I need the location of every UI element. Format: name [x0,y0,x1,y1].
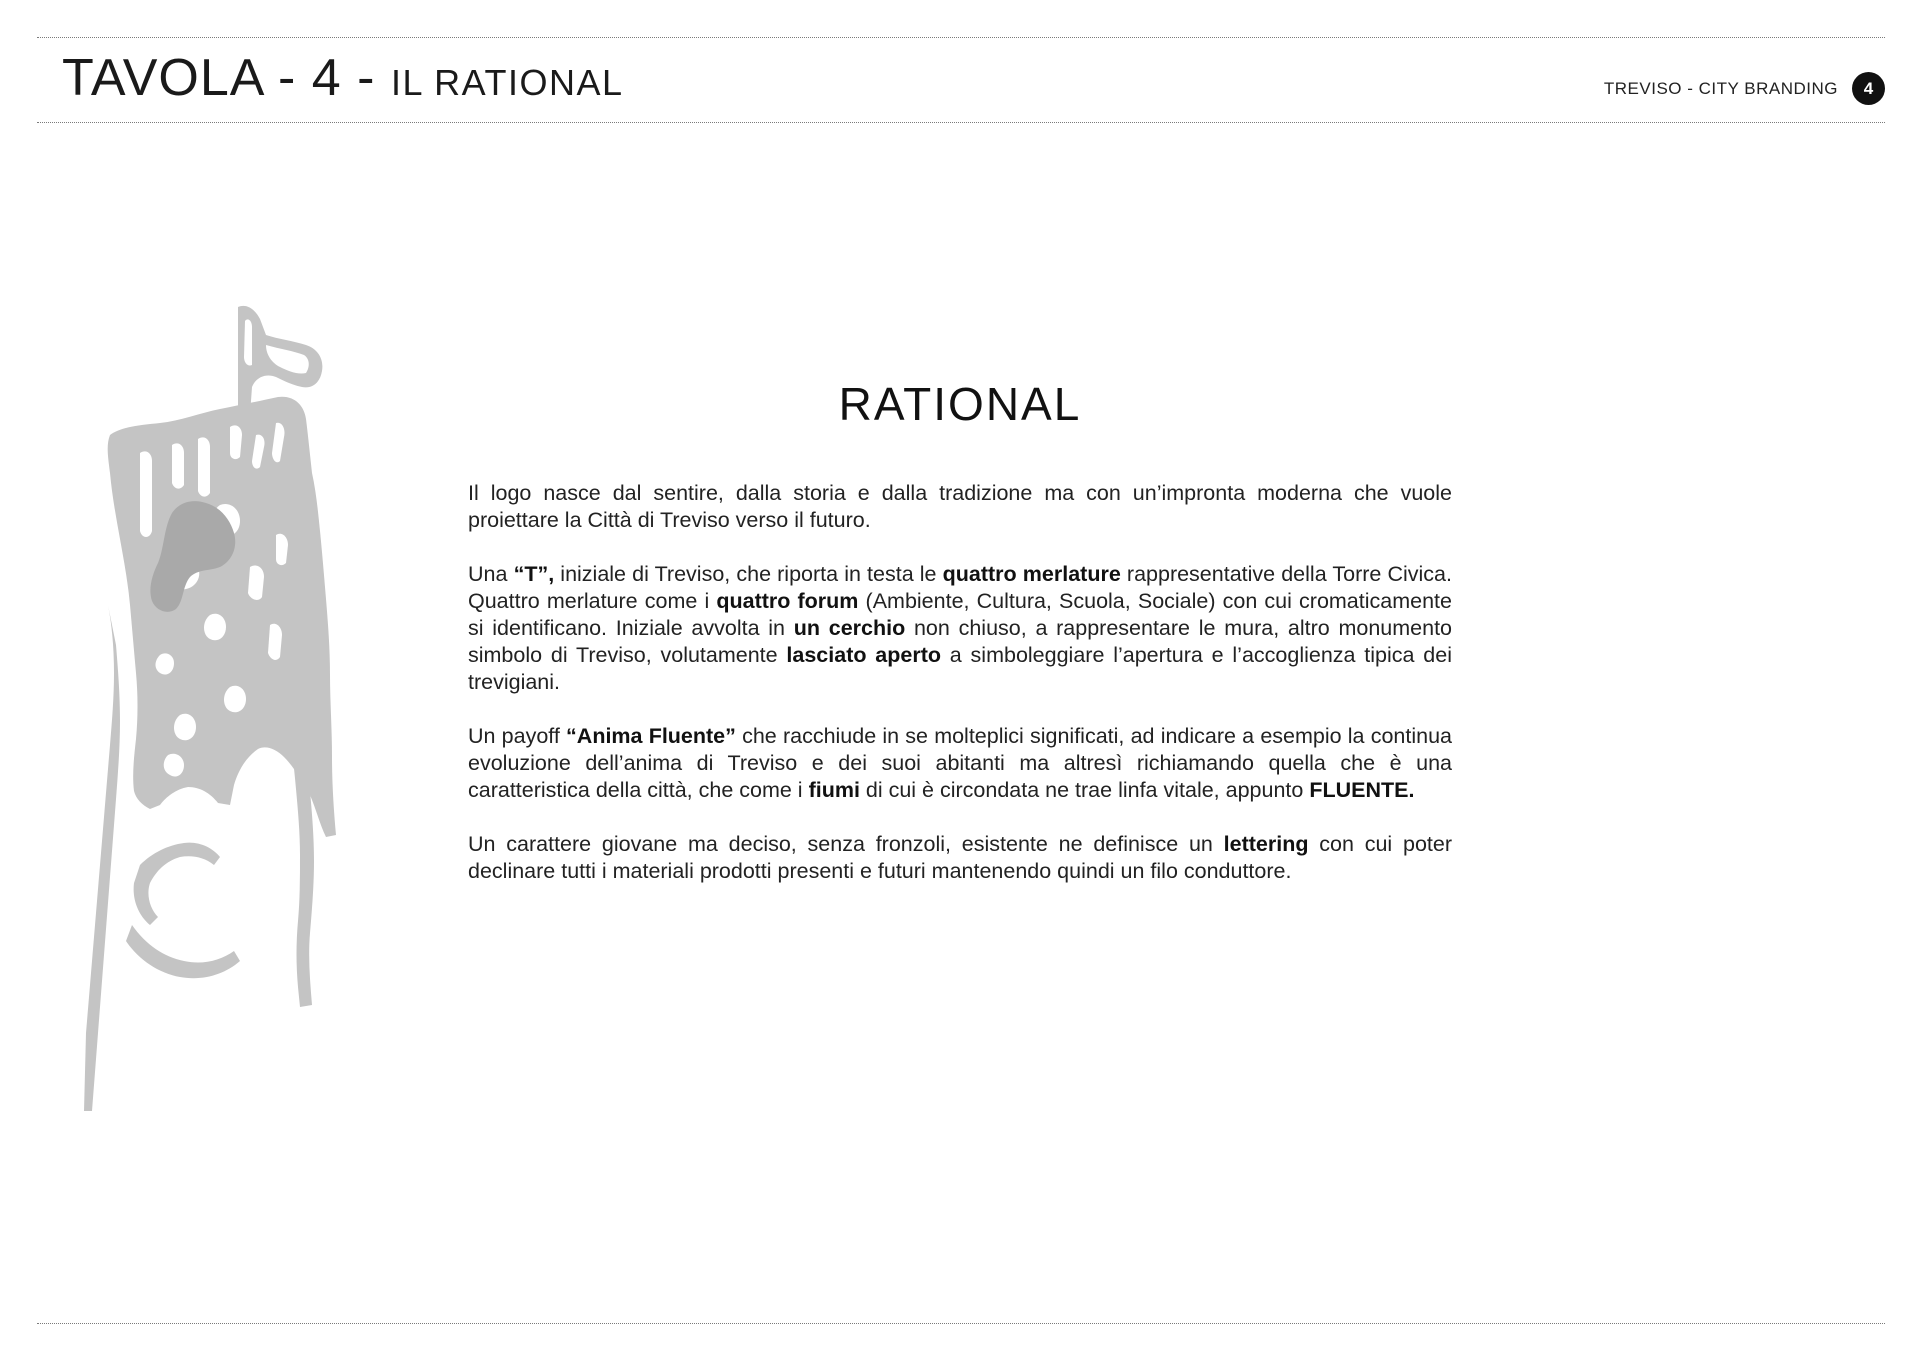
paragraph [468,831,1452,885]
paragraph-text: di cui è circondata ne trae linfa vitale, appunto [859,778,1310,802]
footer-rule [37,1323,1885,1324]
emphasis-text: “Anima Fluente” [566,724,736,748]
header-brand-area [1604,72,1885,105]
paragraph-text: a simboleggiare l’apertura e l’accoglienza tipica dei trevigiani. [468,643,1452,694]
rational-content [468,376,1452,912]
paragraph-text: Un carattere giovane ma deciso, senza fronzoli, esistente ne definisce un [468,832,1224,856]
rational-paragraphs [468,480,1452,885]
paragraph-text: con cui poter declinare tutti i materiali prodotti presenti e futuri mantenendo quindi un filo conduttore. [468,832,1452,883]
emphasis-text: lasciato aperto [786,643,941,667]
page-title [62,48,624,113]
tower-t-logo-icon [80,305,400,1115]
page-title-main: TAVOLA - 4 - [62,49,391,107]
paragraph-text: rappresentative della Torre Civica. Quattro merlature come i [468,562,1452,613]
paragraph [468,561,1452,696]
paragraph [468,723,1452,804]
emphasis-text: lettering [1223,832,1309,856]
paragraph-text: non chiuso, a rappresentare le mura, altro monumento simbolo di Treviso, volutamente [468,616,1453,667]
paragraph-text: iniziale di Treviso, che riporta in testa le [554,562,943,586]
paragraph-text: Il logo nasce dal sentire, dalla storia e dalla tradizione ma con un’impronta moderna che vuole proiettare la Città di Treviso verso il futuro. [468,481,1452,532]
paragraph-text: Una [468,562,514,586]
emphasis-text: fiumi [808,778,860,802]
brand-label: TREVISO - CITY BRANDING [1603,78,1838,98]
header-top-rule [37,37,1885,38]
emphasis-text: “T”, [513,562,555,586]
page-number-badge: 4 [1852,72,1885,105]
paragraph-text: che racchiude in se molteplici significati, ad indicare a esempio la continua evoluzione dell’anima di Treviso e dei suoi abitanti ma altresì richiamando quella che è una caratteristica della città, che come i [468,724,1452,802]
emphasis-text: quattro forum [716,589,859,613]
paragraph [468,480,1452,534]
section-title: RATIONAL [838,378,1082,430]
emphasis-text: un cerchio [793,616,906,640]
emphasis-text: FLUENTE. [1309,778,1415,802]
header-bottom-rule [37,122,1885,123]
paragraph-text: (Ambiente, Cultura, Scuola, Sociale) con cui cromaticamente si identificano. Iniziale avvolta in [468,589,1452,640]
emphasis-text: quattro merlature [942,562,1121,586]
page-title-sub: IL RATIONAL [390,62,624,103]
paragraph-text: Un payoff [468,724,567,748]
